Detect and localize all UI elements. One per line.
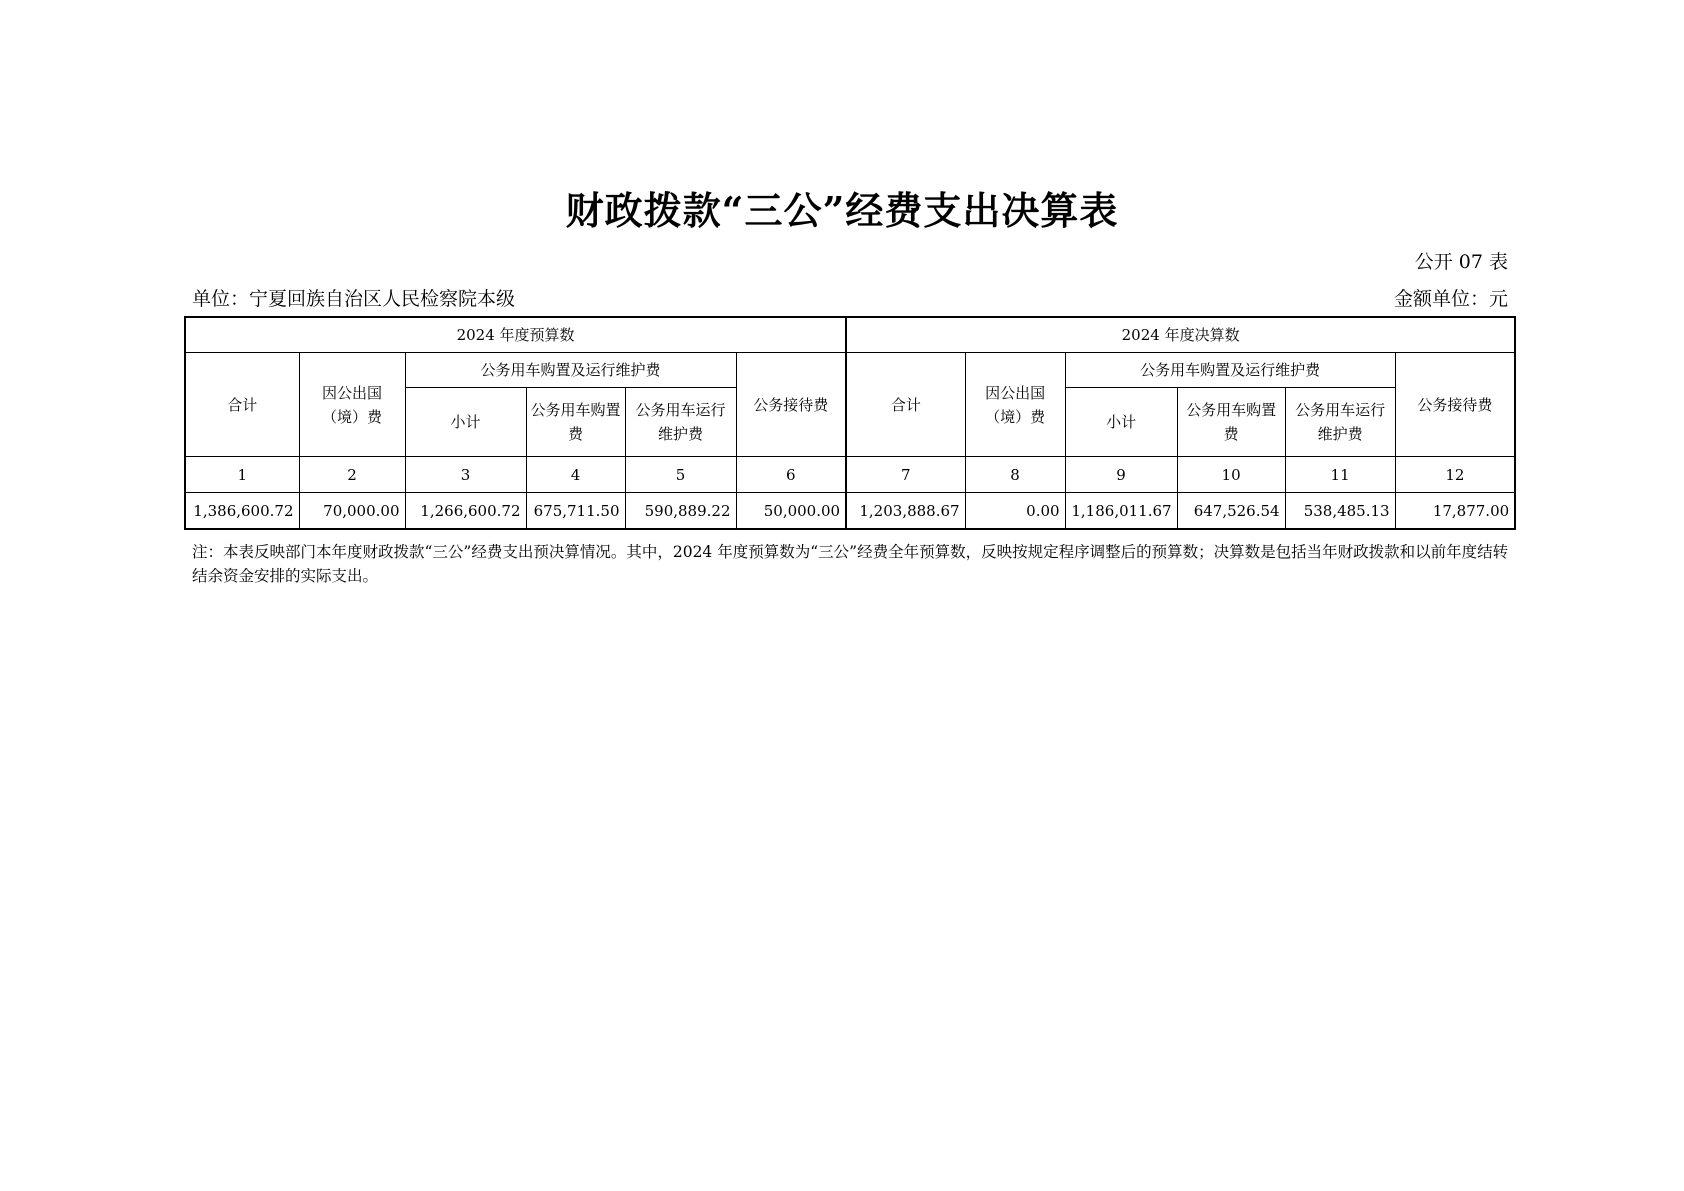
budget-group-header: 2024 年度预算数 (185, 317, 846, 353)
column-number: 5 (625, 457, 736, 493)
column-number: 3 (405, 457, 526, 493)
budget-total-header: 合计 (185, 353, 299, 457)
unit-label: 单位：宁夏回族自治区人民检察院本级 (192, 288, 516, 310)
table-note: 注：本表反映部门本年度财政拨款“三公”经费支出预决算情况。其中，2024 年度预算数为“三公”经费全年预算数，反映按规定程序调整后的预算数；决算数是包括当年财政拨款和以前年度结转结余资金安排的实际支出。 (192, 543, 1509, 585)
column-number: 4 (526, 457, 625, 493)
amount-unit-label: 金额单位：元 (1393, 288, 1508, 310)
column-number: 11 (1285, 457, 1395, 493)
column-number: 12 (1395, 457, 1515, 493)
budget-abroad-value: 70,000.00 (299, 493, 405, 530)
final-vehicle-purchase-value: 647,526.54 (1177, 493, 1285, 530)
budget-abroad-header: 因公出国（境）费 (299, 353, 405, 457)
budget-vehicle-operation-value: 590,889.22 (625, 493, 736, 530)
budget-total-value: 1,386,600.72 (185, 493, 299, 530)
column-number: 8 (965, 457, 1065, 493)
budget-vehicle-group-header: 公务用车购置及运行维护费 (405, 353, 736, 388)
page-title: 财政拨款“三公”经费支出决算表 (565, 188, 1119, 233)
column-number: 7 (846, 457, 965, 493)
final-vehicle-operation-value: 538,485.13 (1285, 493, 1395, 530)
budget-reception-value: 50,000.00 (736, 493, 846, 530)
final-reception-value: 17,877.00 (1395, 493, 1515, 530)
budget-vehicle-operation-header: 公务用车运行维护费 (625, 388, 736, 457)
column-number: 2 (299, 457, 405, 493)
budget-reception-header: 公务接待费 (736, 353, 846, 457)
budget-vehicle-purchase-header: 公务用车购置费 (526, 388, 625, 457)
final-reception-header: 公务接待费 (1395, 353, 1515, 457)
table-row (185, 493, 1515, 530)
column-number: 1 (185, 457, 299, 493)
column-number: 9 (1065, 457, 1177, 493)
final-vehicle-group-header: 公务用车购置及运行维护费 (1065, 353, 1395, 388)
final-group-header: 2024 年度决算数 (846, 317, 1515, 353)
column-number: 10 (1177, 457, 1285, 493)
column-number-row (185, 457, 1515, 493)
final-vehicle-operation-header: 公务用车运行维护费 (1285, 388, 1395, 457)
budget-subtotal-value: 1,266,600.72 (405, 493, 526, 530)
final-subtotal-value: 1,186,011.67 (1065, 493, 1177, 530)
table-number: 公开 07 表 (1414, 251, 1508, 273)
final-vehicle-purchase-header: 公务用车购置费 (1177, 388, 1285, 457)
final-total-header: 合计 (846, 353, 965, 457)
three-public-expenses-table (184, 316, 1516, 530)
final-total-value: 1,203,888.67 (846, 493, 965, 530)
budget-subtotal-header: 小计 (405, 388, 526, 457)
final-subtotal-header: 小计 (1065, 388, 1177, 457)
final-abroad-header: 因公出国（境）费 (965, 353, 1065, 457)
budget-vehicle-purchase-value: 675,711.50 (526, 493, 625, 530)
column-number: 6 (736, 457, 846, 493)
final-abroad-value: 0.00 (965, 493, 1065, 530)
